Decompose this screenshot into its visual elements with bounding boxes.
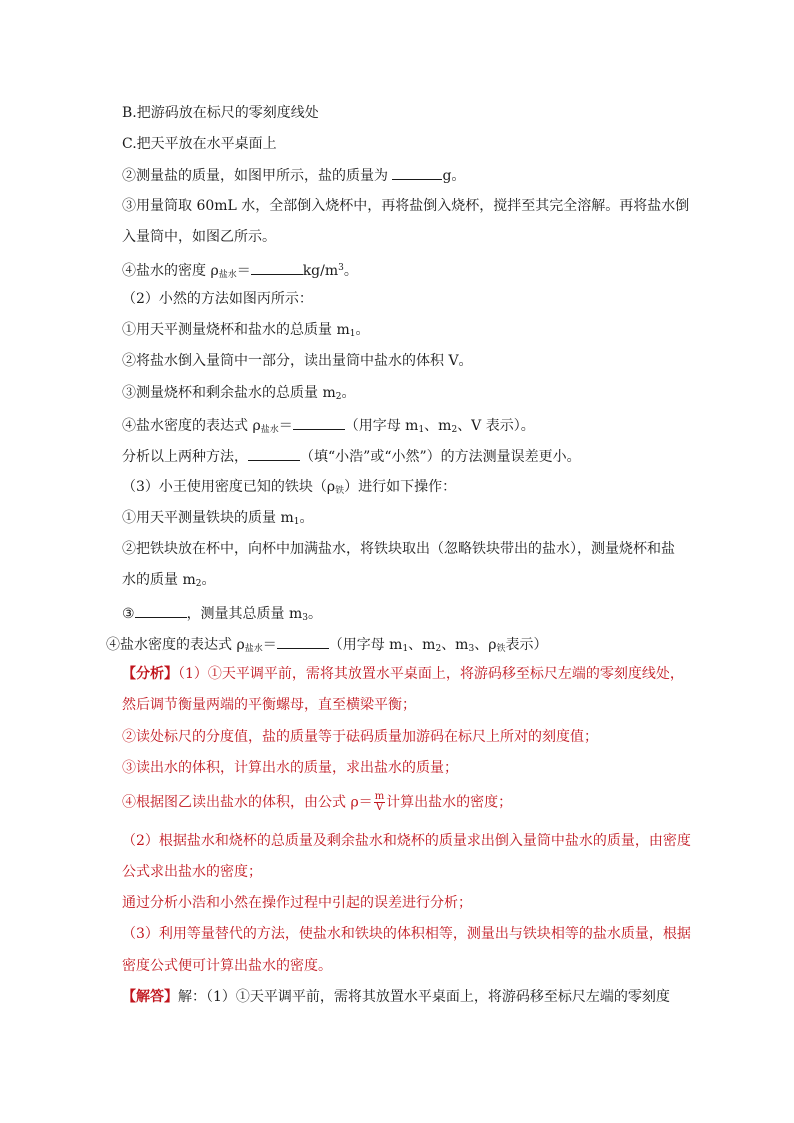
- subscript: 3: [468, 644, 475, 654]
- subscript: 盐水: [260, 425, 279, 435]
- part-heading-text: （3）小王使用密度已知的铁块（ρ: [122, 479, 336, 495]
- period: 。: [341, 385, 356, 401]
- analysis-line-8: [122, 894, 472, 912]
- subscript: 1: [418, 425, 425, 435]
- analysis-line-9: [122, 925, 691, 943]
- subscript: 盐水: [244, 644, 263, 654]
- analysis-line-5: [122, 792, 512, 813]
- analysis-text: 公式求出盐水的密度；: [122, 864, 262, 880]
- answer-blank: [248, 446, 300, 461]
- density-formula-fraction: [374, 792, 385, 813]
- step-text: 、V 表示）。: [457, 418, 535, 434]
- option-b-text: B.把游码放在标尺的零刻度线处: [122, 105, 319, 121]
- part-2-step-3: [122, 384, 355, 406]
- subscript: 2: [195, 579, 202, 589]
- step-text: 、m: [408, 637, 436, 653]
- step-text: 、m: [424, 418, 452, 434]
- step-3-line-1: [122, 197, 689, 215]
- answer-blank: [392, 165, 442, 180]
- unit-text: kg/m: [302, 263, 339, 279]
- part-2-step-4: [122, 415, 535, 439]
- analysis-text: 通过分析小浩和小然在操作过程中引起的误差进行分析；: [122, 895, 472, 911]
- analysis-text: 然后调节衡量两端的平衡螺母，直至横梁平衡；: [122, 697, 416, 713]
- subscript: 3: [302, 613, 309, 623]
- step-text: ①用天平测量烧杯和盐水的总质量 m: [122, 322, 350, 338]
- subscript: 铁: [496, 644, 506, 654]
- equals: ＝: [236, 263, 251, 279]
- answer-blank: [293, 415, 345, 430]
- answer-tag: 【解答】: [122, 989, 178, 1005]
- analysis-text: （2）根据盐水和烧杯的总质量及剩余盐水和烧杯的质量求出倒入量筒中盐水的质量，由密度: [122, 833, 691, 849]
- period: 。: [355, 322, 370, 338]
- step-text: ④盐水密度的表达式 ρ: [122, 418, 261, 434]
- fraction-denominator: V: [375, 802, 384, 813]
- subscript: 2: [435, 644, 442, 654]
- part-2-heading: [122, 290, 313, 308]
- step-text: 分析以上两种方法，: [122, 449, 248, 465]
- equals: ＝: [262, 637, 277, 653]
- analysis-line-6: [122, 832, 691, 850]
- part-heading-text: （2）小然的方法如图丙所示：: [122, 291, 313, 307]
- subscript: 1: [293, 517, 300, 527]
- part-3-step-2-line-2: [122, 571, 215, 593]
- answer-blank: [277, 634, 329, 649]
- step-text: 水的质量 m: [122, 572, 196, 588]
- step-text: 、m: [441, 637, 469, 653]
- option-c-text: C.把天平放在水平桌面上: [122, 136, 277, 152]
- option-c: [122, 135, 277, 153]
- step-text: （填“小浩”或“小然”）的方法测量误差更小。: [300, 449, 581, 465]
- part-heading-text: ）进行如下操作：: [344, 479, 457, 495]
- analysis-line-2: [122, 696, 416, 714]
- part-2-step-2: [122, 352, 473, 370]
- step-text: ③测量烧杯和剩余盐水的总质量 m: [122, 385, 336, 401]
- step-text: ③用量筒取 60mL 水，全部倒入烧杯中，再将盐倒入烧杯，搅拌至其完全溶解。再将盐水倒: [122, 198, 690, 214]
- analysis-tag: 【分析】: [122, 666, 178, 682]
- analysis-line-1: [122, 665, 684, 683]
- subscript: 2: [335, 392, 342, 402]
- part-2-step-1: [122, 321, 369, 343]
- analysis-text: （1）①天平调平前，需将其放置水平桌面上，将游码移至标尺左端的零刻度线处，: [178, 666, 684, 682]
- fraction-numerator: m: [374, 791, 385, 802]
- option-b: [122, 104, 319, 122]
- answer-text: 解：（1）①天平调平前，需将其放置水平桌面上，将游码移至标尺左端的零刻度: [178, 989, 670, 1005]
- unit-text: g。: [442, 168, 466, 184]
- part-3-step-1: [122, 509, 313, 531]
- step-text: 入量筒中，如图乙所示。: [122, 229, 276, 245]
- step-3-line-2: [122, 228, 276, 246]
- analysis-line-10: [122, 957, 332, 975]
- subscript: 铁: [335, 486, 345, 496]
- answer-line-1: [122, 988, 670, 1006]
- step-text: ②把铁块放在杯中，向杯中加满盐水，将铁块取出（忽略铁块带出的盐水），测量烧杯和盐: [122, 541, 675, 557]
- step-text: 表示）: [505, 637, 548, 653]
- step-text: ④盐水的密度 ρ: [122, 263, 219, 279]
- step-text: （用字母 m: [328, 637, 403, 653]
- comparison-question: [122, 446, 581, 466]
- part-3-step-4: [106, 634, 547, 658]
- equals: ＝: [278, 418, 293, 434]
- step-text: 、ρ: [474, 637, 497, 653]
- step-2-salt-mass: [122, 165, 465, 185]
- step-text: ④盐水密度的表达式 ρ: [106, 637, 245, 653]
- analysis-line-7: [122, 863, 262, 881]
- superscript: 3: [338, 263, 344, 273]
- subscript: 2: [451, 425, 458, 435]
- step-text: ②测量盐的质量，如图甲所示，盐的质量为: [122, 168, 388, 184]
- period: 。: [308, 606, 323, 622]
- analysis-text: 计算出盐水的密度；: [386, 794, 513, 811]
- analysis-line-3: [122, 728, 598, 746]
- part-3-heading: [122, 478, 456, 500]
- step-4-density: [122, 259, 358, 284]
- answer-blank: [251, 260, 303, 275]
- analysis-text: ④根据图乙读出盐水的体积，由公式 ρ＝: [122, 794, 373, 811]
- step-text: ，测量其总质量 m: [186, 606, 303, 622]
- analysis-text: （3）利用等量替代的方法，使盐水和铁块的体积相等，测量出与铁块相等的盐水质量，根据: [122, 926, 691, 942]
- analysis-text: ②读处标尺的分度值，盐的质量等于砝码质量加游码在标尺上所对的刻度值；: [122, 729, 598, 745]
- answer-blank: [135, 603, 187, 618]
- part-3-step-2-line-1: [122, 540, 675, 558]
- period: 。: [343, 263, 358, 279]
- step-text: ①用天平测量铁块的质量 m: [122, 510, 294, 526]
- subscript: 1: [349, 329, 356, 339]
- subscript: 1: [402, 644, 409, 654]
- analysis-text: ③读出水的体积，计算出水的质量，求出盐水的质量；: [122, 760, 458, 776]
- analysis-text: 密度公式便可计算出盐水的密度。: [122, 958, 332, 974]
- step-text: ②将盐水倒入量筒中一部分，读出量筒中盐水的体积 V。: [122, 353, 473, 369]
- part-3-step-3: [122, 603, 322, 627]
- step-text: ③: [122, 606, 135, 622]
- subscript: 盐水: [218, 270, 237, 280]
- step-text: （用字母 m: [344, 418, 419, 434]
- period: 。: [201, 572, 216, 588]
- analysis-line-4: [122, 759, 458, 777]
- period: 。: [299, 510, 314, 526]
